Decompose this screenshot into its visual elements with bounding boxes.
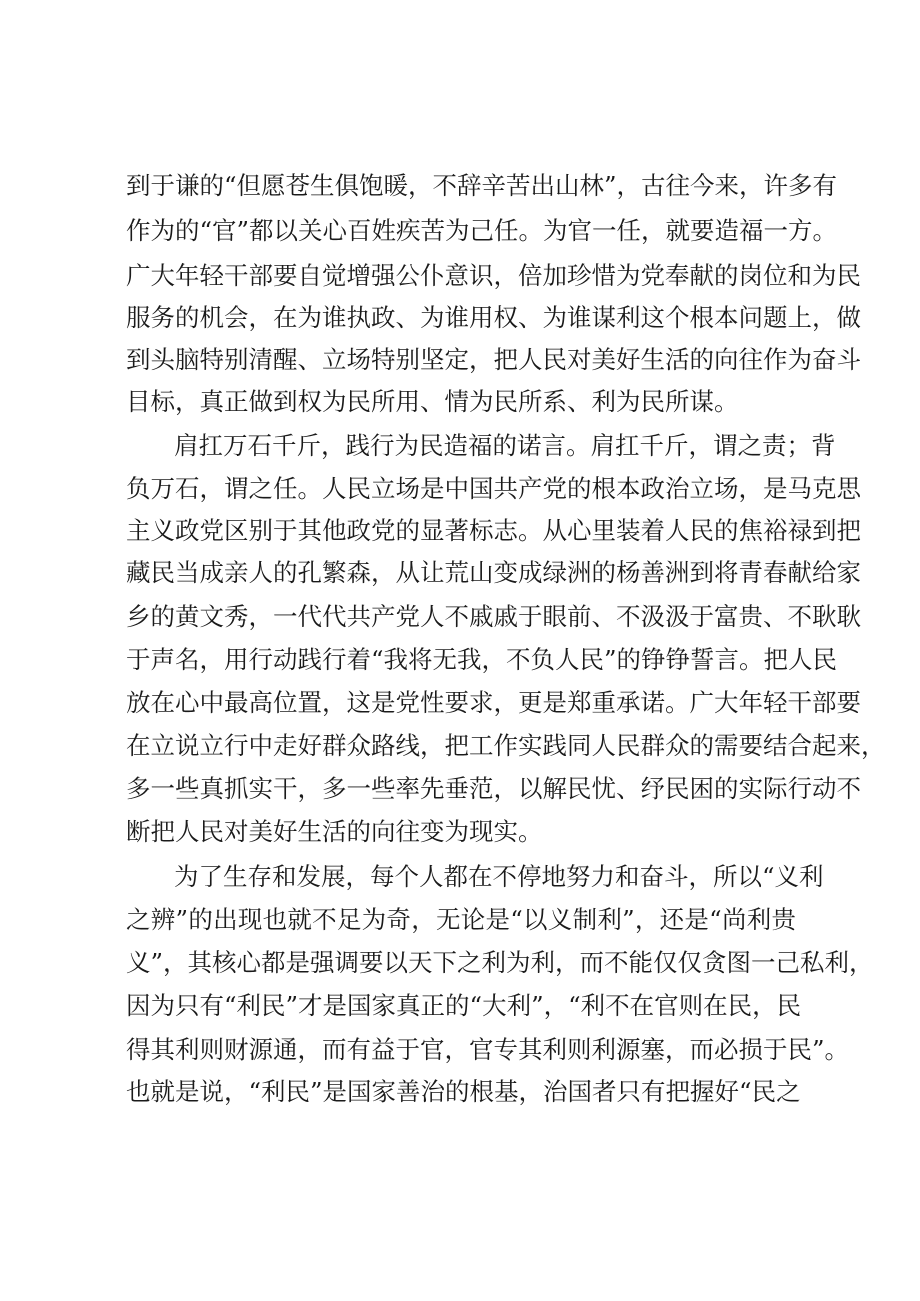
text-line: 断把人民对美好生活的向往变为现实。 — [126, 817, 543, 846]
text-line: 服务的机会，在为谁执政、为谁用权、为谁谋利这个根本问题上，做 — [126, 303, 861, 332]
text-line: 因为只有“利民”才是国家真正的“大利”，“利不在官则在民，民 — [126, 991, 802, 1020]
text-line: 也就是说，“利民”是国家善治的根基，治国者只有把握好“民之 — [126, 1077, 801, 1106]
text-line: 于声名，用行动践行着“我将无我，不负人民”的铮铮誓言。把人民 — [126, 645, 838, 674]
text-line: 在立说立行中走好群众路线，把工作实践同人民群众的需要结合起来， — [126, 731, 886, 760]
text-line: 目标，真正做到权为民所用、情为民所系、利为民所谋。 — [126, 387, 739, 416]
text-line: 广大年轻干部要自觉增强公仆意识，倍加珍惜为党奉献的岗位和为民 — [126, 261, 861, 290]
text-line: 藏民当成亲人的孔繁森，从让荒山变成绿洲的杨善洲到将青春献给家 — [126, 558, 861, 587]
text-line: 主义政党区别于其他政党的显著标志。从心里装着人民的焦裕禄到把 — [126, 516, 861, 545]
text-line: 到头脑特别清醒、立场特别坚定，把人民对美好生活的向往作为奋斗 — [126, 345, 861, 374]
text-line: 作为的“官”都以关心百姓疾苦为己任。为官一任，就要造福一方。 — [126, 216, 838, 245]
text-line: 得其利则财源通，而有益于官，官专其利则利源塞，而必损于民”。 — [126, 1035, 850, 1064]
text-line: 到于谦的“但愿苍生俱饱暖，不辞辛苦出山林”，古往今来，许多有 — [126, 171, 838, 200]
text-line: 义”，其核心都是强调要以天下之利为利，而不能仅仅贪图一己私利， — [126, 948, 874, 977]
text-line: 乡的黄文秀，一代代共产党人不戚戚于眼前、不汲汲于富贵、不耿耿 — [126, 602, 861, 631]
text-line: 多一些真抓实干，多一些率先垂范，以解民忧、纾民困的实际行动不 — [126, 774, 861, 803]
text-line: 为了生存和发展，每个人都在不停地努力和奋斗，所以“义利 — [174, 862, 824, 891]
text-line: 肩扛万石千斤，践行为民造福的诺言。肩扛千斤，谓之责；背 — [174, 431, 836, 460]
text-line: 负万石，谓之任。人民立场是中国共产党的根本政治立场，是马克思 — [126, 474, 861, 503]
text-line: 放在心中最高位置，这是党性要求，更是郑重承诺。广大年轻干部要 — [126, 688, 861, 717]
text-line: 之辨”的出现也就不足为奇，无论是“以义制利”，还是“尚利贵 — [126, 905, 796, 934]
